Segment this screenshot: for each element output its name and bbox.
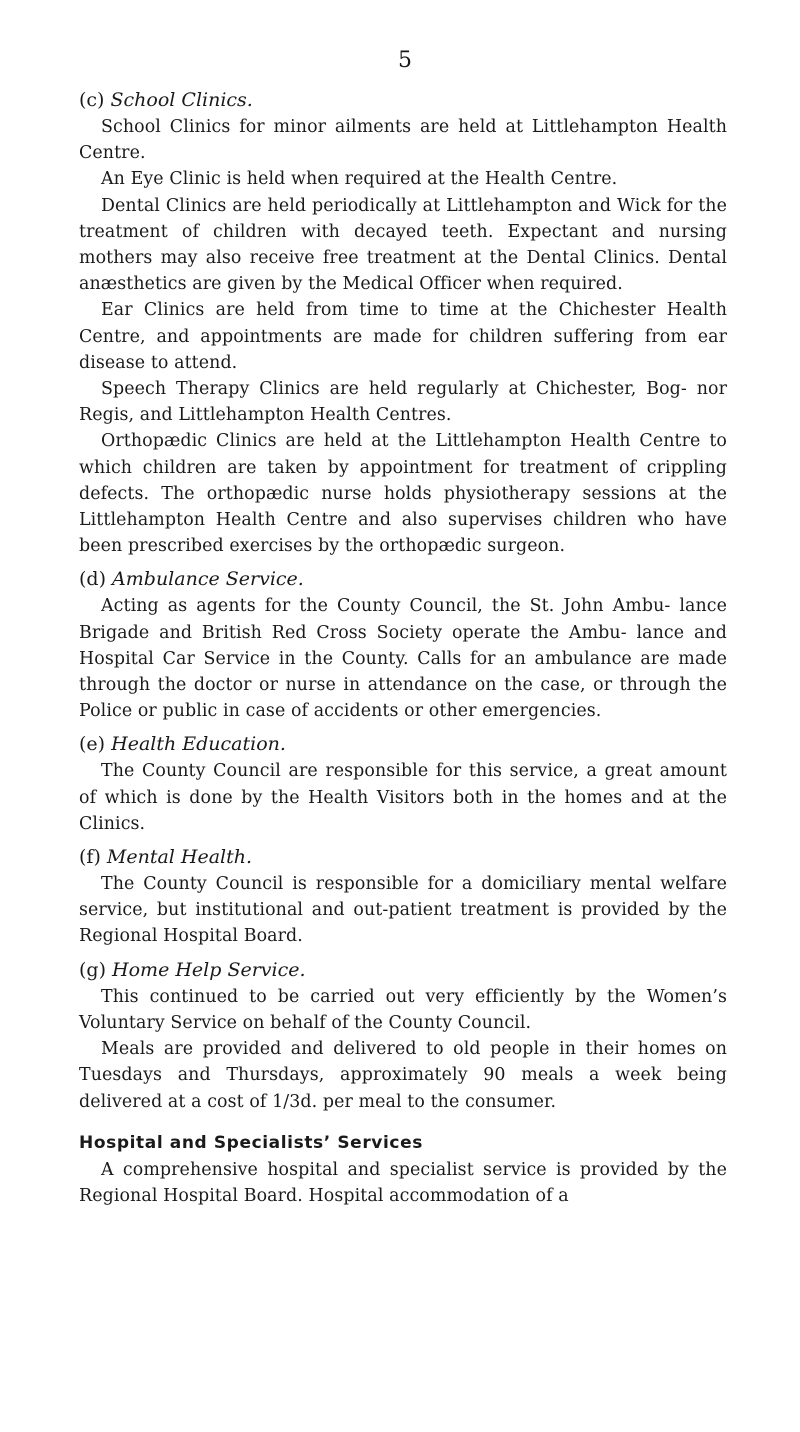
section-title: Home Help Service.: [112, 958, 306, 981]
section-hospital-services: [79, 1129, 727, 1209]
section-letter: (g): [79, 958, 106, 981]
section-title: Health Education.: [111, 733, 286, 756]
section-letter: (f): [79, 846, 101, 869]
section-heading: [79, 843, 727, 871]
section-mental-health: [79, 843, 727, 950]
section-letter: (e): [79, 733, 106, 756]
section-ambulance-service: [79, 565, 727, 724]
paragraph: School Clinics for minor ailments are held at Littlehampton Health Centre.: [79, 117, 727, 164]
section-title: School Clinics.: [110, 89, 253, 111]
paragraph: Orthopædic Clinics are held at the Littlehampton Health Centre to which children are taken by appointment for treatment of crippling defects. The orthopædic nurse holds physiotherapy sessions at the Littlehampton Health Centre and also supervises children who have been prescribed exercises by the orthopædic surgeon.: [79, 431, 727, 557]
paragraph: The County Council is responsible for a domiciliary mental welfare service, but institutional and out-patient treatment is provided by the Regional Hospital Board.: [79, 874, 727, 947]
section-heading: [79, 730, 727, 758]
section-title: Mental Health.: [106, 846, 253, 869]
paragraph: The County Council are responsible for this service, a great amount of which is done by the Health Visitors both in the homes and at the Clinics.: [79, 761, 727, 834]
paragraph: An Eye Clinic is held when required at the Health Centre.: [101, 169, 618, 190]
section-title: Ambulance Service.: [112, 568, 304, 591]
paragraph: Dental Clinics are held periodically at Littlehampton and Wick for the treatment of children with decayed teeth. Expectant and nursing mothers may also receive free treatment at the Dental Clinics. Dental anæsthetics are given by the Medical Officer when required.: [79, 195, 727, 295]
paragraph: Acting as agents for the County Council, the St. John Ambu- lance Brigade and British Red Cross Society operate the Ambu- lance and Hospital Car Service in the County. Calls for an ambulance are made through the doctor or nurse in attendance on the case, or through the Police or public in case of accidents or other emergencies.: [79, 596, 727, 722]
page-number: 5: [398, 48, 412, 73]
section-letter: (c): [79, 89, 105, 111]
hospital-heading: Hospital and Specialists’ Services: [79, 1132, 423, 1153]
document-page: [79, 46, 727, 1209]
section-health-education: [79, 730, 727, 837]
section-heading: [79, 565, 727, 593]
section-letter: (d): [79, 568, 106, 591]
paragraph: Meals are provided and delivered to old people in their homes on Tuesdays and Thursdays, approximately 90 meals a week being delivered at a cost of 1/3d. per meal to the consumer.: [79, 1039, 727, 1112]
paragraph: Ear Clinics are held from time to time at the Chichester Health Centre, and appointments are made for children suffering from ear disease to attend.: [79, 300, 727, 373]
paragraph: A comprehensive hospital and specialist service is provided by the Regional Hospital Board. Hospital accommodation of a: [79, 1159, 727, 1206]
paragraph: Speech Therapy Clinics are held regularly at Chichester, Bog- nor Regis, and Littlehampton Health Centres.: [79, 379, 727, 426]
section-heading: [79, 956, 727, 984]
section-heading: [79, 86, 727, 114]
section-school-clinics: [79, 86, 727, 559]
section-home-help-service: [79, 956, 727, 1115]
paragraph: This continued to be carried out very efficiently by the Women’s Voluntary Service on behalf of the County Council.: [79, 986, 727, 1033]
